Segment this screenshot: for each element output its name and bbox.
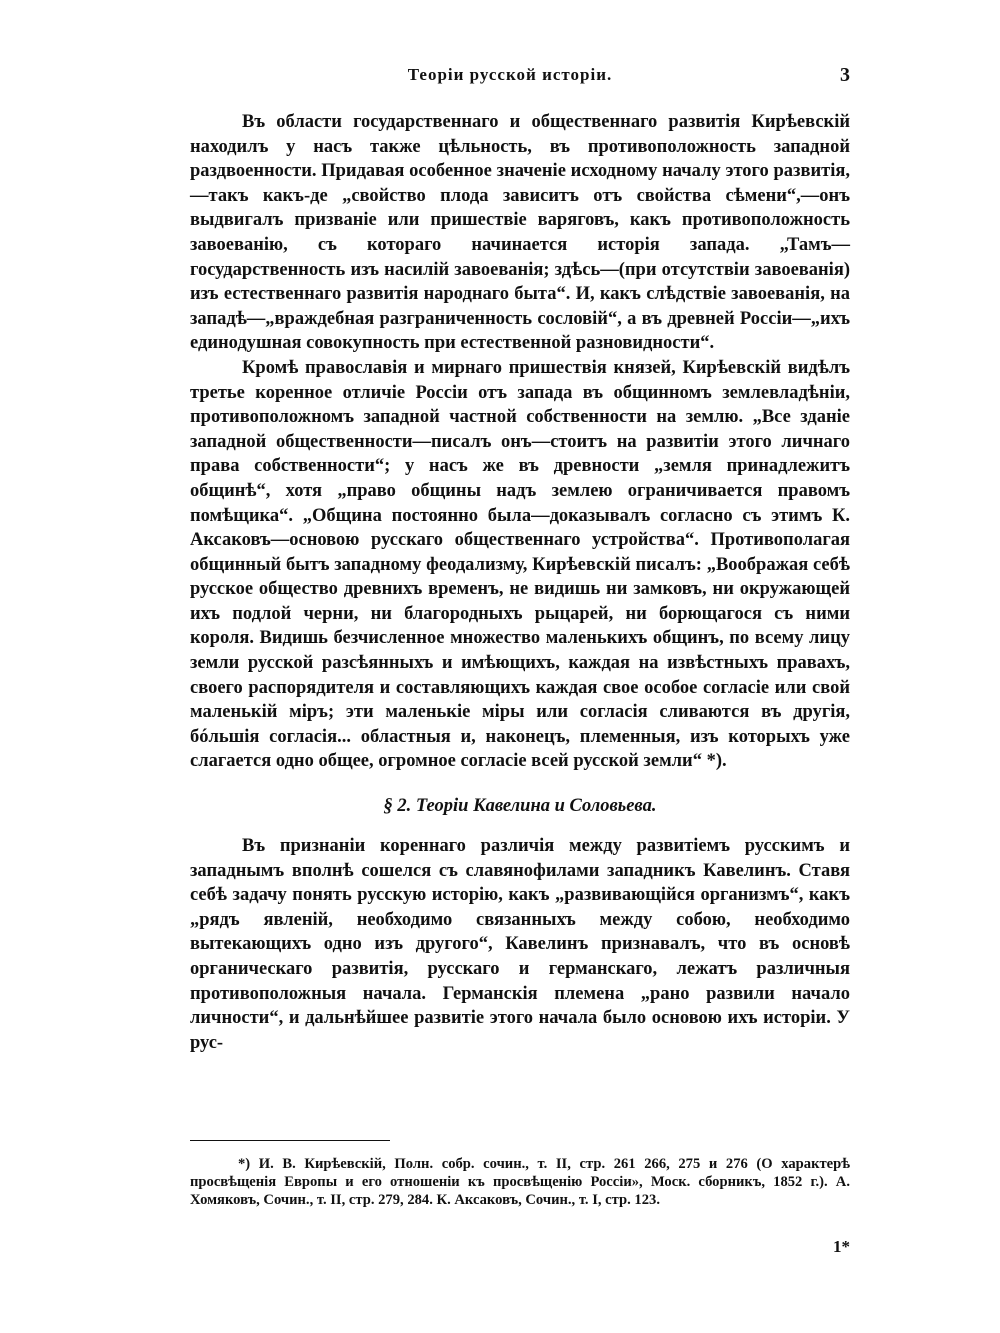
paragraph: Въ области государственнаго и общественнаго развитія Кирѣевскій находилъ у насъ также цѣльность, въ противоположность западной раздвоенности. Придавая особенное значеніе исходному началу этого развитія,—такъ какъ-де „свойство плода зависитъ отъ свойства сѣмени“,—онъ выдвигалъ призваніе или пришествіе варяговъ, какъ противоположность завоеванію, съ котораго начинается исторія запада. „Тамъ—государственность изъ насилій завоеванія; здѣсь—(при отсутствіи завоеванія) изъ естественнаго развитія народнаго быта“. И, какъ слѣдствіе завоеванія, на западѣ—„враждебная разграниченность сословій“, а въ древней Россіи—„ихъ единодушная совокупность при естественной разновидности“. [190, 112, 850, 354]
signature-mark: 1* [833, 1237, 850, 1256]
book-page [190, 62, 850, 1272]
section-heading: § 2. Теоріи Кавелина и Соловьева. [383, 796, 657, 817]
page-header [190, 62, 850, 94]
paragraph: Въ признаніи кореннаго различія между развитіемъ русскимъ и западнымъ вполнѣ сошелся съ славянофилами западникъ Кавелинъ. Ставя себѣ задачу понять русскую исторію, какъ „развивающійся организмъ“, какъ „рядъ явленій, необходимо связанныхъ между собою, необходимо вытекающихъ одно изъ другого“, Кавелинъ признавалъ, что въ основѣ органическаго развитія, русскаго и германскаго, лежатъ различныя противоположныя начала. Германскія племена „рано развили начало личности“, и дальнѣйшее развитіе этого начала было основою ихъ исторіи. У рус- [190, 836, 850, 1053]
footnote-area [190, 1140, 850, 1209]
footnote-rule [190, 1140, 390, 1141]
page-number: 3 [840, 64, 850, 86]
running-title: Теоріи русской исторіи. [407, 65, 613, 84]
main-text [190, 110, 850, 1055]
paragraph: Кромѣ православія и мирнаго пришествія князей, Кирѣевскій видѣлъ третье коренное отличіе Россіи отъ запада въ общинномъ землевладѣніи, противоположномъ западной частной собственности на землю. „Все зданіе западной общественности—писалъ онъ—стоитъ на развитіи этого личнаго права собственности“; у насъ же въ древности „земля принадлежитъ общинѣ“, хотя „право общины надъ землею ограничивается правомъ помѣщика“. „Община постоянно была—доказывалъ согласно съ этимъ К. Аксаковъ—основою русскаго общественнаго устройства“. Противополагая общинный бытъ западному феодализму, Кирѣевскій писалъ: „Воображая себѣ русское общество древнихъ временъ, не видишь ни замковъ, ни окружающей ихъ подлой черни, ни благородныхъ рыцарей, ни борющагося съ ними короля. Видишь безчисленное множество маленькихъ общинъ, по всему лицу земли русской разсѣянныхъ и имѣющихъ, каждая на извѣстныхъ правахъ, своего распорядителя и составляющихъ каждая свое особое согласіе или свой маленькій міръ; эти маленькіе міры или согласія сливаются въ другія, бóльшія согласія... областныя и, наконецъ, племенныя, изъ которыхъ уже слагается одно общее, огромное согласіе всей русской земли“ *). [190, 357, 850, 772]
footnote: *) И. В. Кирѣевскій, Полн. собр. сочин., т. II, стр. 261 266, 275 и 276 (О характерѣ просвѣщенія Европы и его отношеніи къ просвѣщенію Россіи», Моск. сборникъ, 1852 г.). А. Хомяковъ, Сочин., т. II, стр. 279, 284. К. Аксаковъ, Сочин., т. I, стр. 123. [190, 1156, 850, 1208]
